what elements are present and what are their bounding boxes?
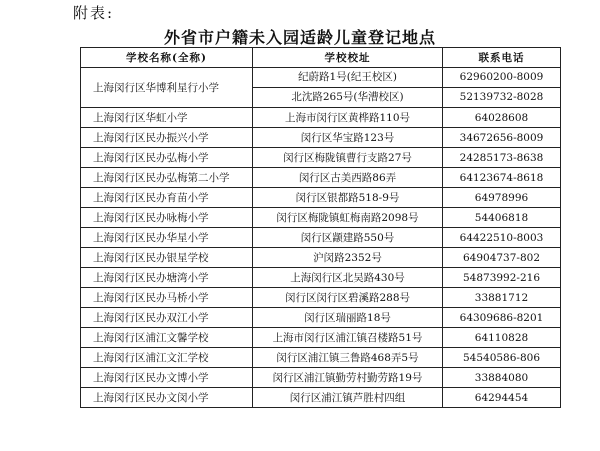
school-address-cell: 沪闵路2352号 [253, 248, 443, 268]
school-name-cell: 上海闵行区民办马桥小学 [81, 288, 253, 308]
school-name-cell: 上海闵行区民办双江小学 [81, 308, 253, 328]
phone-cell: 64422510-8003 [443, 228, 561, 248]
phone-cell: 64904737-802 [443, 248, 561, 268]
table-header-row [81, 48, 561, 68]
appendix-label: 附表: [73, 4, 115, 22]
school-name-cell: 上海闵行区民办华星小学 [81, 228, 253, 248]
table-row [81, 168, 561, 188]
school-name-cell: 上海闵行区浦江文汇学校 [81, 348, 253, 368]
address-line: 纪蔚路1号(纪王校区) [253, 68, 442, 88]
table-row [81, 148, 561, 168]
school-name-cell: 上海闵行区华博利星行小学 [81, 68, 253, 108]
school-address-cell: 闵行区颛建路550号 [253, 228, 443, 248]
school-address-cell: 闵行区瑞丽路18号 [253, 308, 443, 328]
header-phone: 联系电话 [443, 48, 561, 68]
table-row [81, 68, 561, 108]
header-school-name: 学校名称(全称) [81, 48, 253, 68]
phone-cell: 54540586-806 [443, 348, 561, 368]
table-row [81, 328, 561, 348]
school-name-cell: 上海闵行区民办育苗小学 [81, 188, 253, 208]
table-row [81, 248, 561, 268]
phone-cell [443, 68, 561, 108]
table-row [81, 268, 561, 288]
table-row [81, 388, 561, 408]
school-address-cell: 闵行区浦江镇芦胜村四组 [253, 388, 443, 408]
school-address-cell: 上海市闵行区黄桦路110号 [253, 108, 443, 128]
school-name-cell: 上海闵行区民办咏梅小学 [81, 208, 253, 228]
school-address-cell [253, 68, 443, 108]
phone-cell: 54873992-216 [443, 268, 561, 288]
phone-line: 62960200-8009 [443, 68, 560, 88]
school-name-cell: 上海闵行区华虹小学 [81, 108, 253, 128]
school-address-cell: 闵行区闵行区碧溪路288号 [253, 288, 443, 308]
school-address-cell: 闵行区银都路518-9号 [253, 188, 443, 208]
phone-cell: 33884080 [443, 368, 561, 388]
school-name-cell: 上海闵行区民办文闵小学 [81, 388, 253, 408]
table-row [81, 188, 561, 208]
school-name-cell: 上海闵行区民办银星学校 [81, 248, 253, 268]
header-school-address: 学校校址 [253, 48, 443, 68]
school-address-cell: 闵行区浦江镇三鲁路468弄5号 [253, 348, 443, 368]
school-name-cell: 上海闵行区民办塘湾小学 [81, 268, 253, 288]
phone-cell: 24285173-8638 [443, 148, 561, 168]
school-address-cell: 闵行区古美西路86弄 [253, 168, 443, 188]
school-address-cell: 上海闵行区北吴路430号 [253, 268, 443, 288]
school-address-cell: 上海市闵行区浦江镇召楼路51号 [253, 328, 443, 348]
school-name-cell: 上海闵行区民办弘梅小学 [81, 148, 253, 168]
school-address-cell: 闵行区梅陇镇虹梅南路2098号 [253, 208, 443, 228]
school-name-cell: 上海闵行区民办文博小学 [81, 368, 253, 388]
school-address-cell: 闵行区浦江镇勤劳村勤劳路19号 [253, 368, 443, 388]
phone-cell: 64294454 [443, 388, 561, 408]
school-name-cell: 上海闵行区民办振兴小学 [81, 128, 253, 148]
table-row [81, 348, 561, 368]
school-name-cell: 上海闵行区浦江文馨学校 [81, 328, 253, 348]
phone-cell: 33881712 [443, 288, 561, 308]
table-row [81, 108, 561, 128]
school-name-cell: 上海闵行区民办弘梅第二小学 [81, 168, 253, 188]
phone-cell: 64110828 [443, 328, 561, 348]
phone-cell: 64028608 [443, 108, 561, 128]
school-address-cell: 闵行区华宝路123号 [253, 128, 443, 148]
address-line: 北沈路265号(华漕校区) [291, 91, 404, 103]
phone-cell: 64309686-8201 [443, 308, 561, 328]
table-row [81, 228, 561, 248]
phone-cell: 64123674-8618 [443, 168, 561, 188]
table-row [81, 288, 561, 308]
document-title: 外省市户籍未入园适龄儿童登记地点 [163, 28, 436, 47]
phone-cell: 64978996 [443, 188, 561, 208]
table-row [81, 308, 561, 328]
school-address-cell: 闵行区梅陇镇曹行支路27号 [253, 148, 443, 168]
phone-cell: 54406818 [443, 208, 561, 228]
table-row [81, 128, 561, 148]
table-row [81, 208, 561, 228]
school-table [80, 47, 561, 408]
phone-line: 52139732-8028 [459, 91, 544, 103]
table-row [81, 368, 561, 388]
phone-cell: 34672656-8009 [443, 128, 561, 148]
